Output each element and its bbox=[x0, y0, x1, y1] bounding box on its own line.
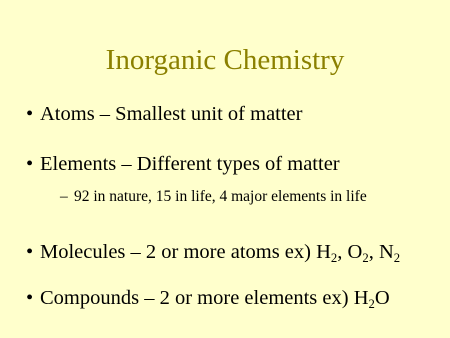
slide-title: Inorganic Chemistry bbox=[105, 44, 345, 76]
bullet-marker: • bbox=[26, 241, 34, 263]
bullet-molecules-text: Molecules – 2 or more atoms ex) bbox=[40, 241, 317, 263]
bullet-compounds bbox=[26, 286, 390, 310]
bullet-atoms bbox=[26, 102, 303, 126]
sub-bullet-elements-detail-text: 92 in nature, 15 in life, 4 major elements in life bbox=[74, 188, 367, 205]
formula-oxygen: $O_2$ bbox=[347, 241, 369, 266]
bullet-marker: • bbox=[26, 103, 34, 125]
bullet-compounds-text: Compounds – 2 or more elements ex) bbox=[40, 287, 354, 309]
sub-bullet-marker: – bbox=[60, 188, 68, 205]
bullet-elements-text: Elements – Different types of matter bbox=[40, 153, 340, 175]
bullet-elements bbox=[26, 152, 340, 176]
sub-bullet-elements-detail bbox=[60, 187, 367, 207]
bullet-marker: • bbox=[26, 287, 34, 309]
bullet-marker: • bbox=[26, 153, 34, 175]
formula-water: $H_2O$ bbox=[353, 287, 390, 312]
bullet-molecules: • Molecules – 2 or more atoms ex) $H_2$, $O_2$, $N_2$ bbox=[26, 241, 401, 266]
bullet-atoms-text: Atoms – Smallest unit of matter bbox=[40, 103, 303, 125]
formula-nitrogen: $N_2$ bbox=[378, 241, 401, 266]
formula-hydrogen: $H_2$ bbox=[316, 241, 338, 266]
